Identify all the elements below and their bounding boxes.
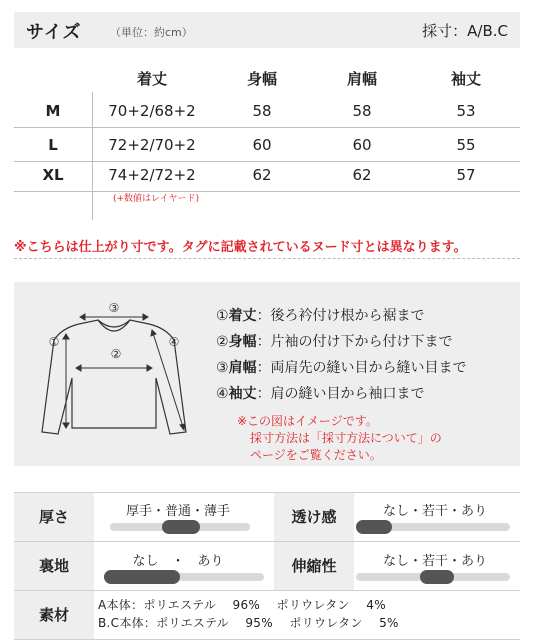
legend-item bbox=[216, 357, 467, 377]
table-cell: 62 bbox=[352, 166, 372, 184]
legend-term: 肩幅 bbox=[228, 360, 257, 376]
table-cell: 60 bbox=[352, 136, 372, 154]
size-label: XL bbox=[42, 166, 64, 184]
legend-term: 身幅 bbox=[228, 334, 257, 350]
size-label: M bbox=[45, 102, 61, 120]
table-row bbox=[14, 94, 520, 128]
diagram-note: 採寸方法は「採寸方法について」の bbox=[250, 431, 442, 445]
marker-1: ① bbox=[48, 335, 60, 349]
transparency-label: 透け感 bbox=[274, 493, 354, 541]
table-cell: 58 bbox=[352, 102, 372, 120]
table-cell: 74+2/72+2 bbox=[108, 166, 196, 184]
table-cell: 72+2/70+2 bbox=[108, 136, 196, 154]
stretch-options: なし・若干・あり bbox=[382, 554, 487, 569]
legend-num: ① bbox=[216, 308, 229, 324]
legend-term: 袖丈 bbox=[228, 386, 257, 402]
measure-method: 採寸：A/B.C bbox=[422, 22, 508, 40]
table-row bbox=[14, 158, 520, 192]
col-header: 身幅 bbox=[246, 70, 277, 88]
table-cell: 62 bbox=[252, 166, 272, 184]
size-header-bar bbox=[14, 12, 520, 48]
table-cell: 60 bbox=[252, 136, 272, 154]
table-cell: 70+2/68+2 bbox=[108, 102, 196, 120]
table-row bbox=[14, 128, 520, 162]
legend-desc: ：後ろ衿付け根から裾まで bbox=[256, 308, 425, 324]
transparency-indicator bbox=[356, 520, 392, 534]
marker-3: ③ bbox=[108, 301, 120, 315]
legend-num: ③ bbox=[216, 360, 229, 376]
stretch-indicator bbox=[420, 570, 454, 584]
col-header: 着丈 bbox=[136, 70, 167, 88]
legend-item bbox=[216, 305, 425, 325]
size-label: L bbox=[48, 136, 58, 154]
material-line: B.C本体：ポリエステル 95% ポリウレタン 5% bbox=[98, 616, 399, 630]
material-line: A本体：ポリエステル 96% ポリウレタン 4% bbox=[98, 598, 386, 612]
finished-size-warning: ※こちらは仕上がり寸です。タグに記載されているヌード寸とは異なります。 bbox=[14, 240, 467, 255]
table-header-row bbox=[14, 62, 520, 96]
col-header: 肩幅 bbox=[346, 70, 377, 88]
size-title: サイズ bbox=[26, 22, 82, 43]
legend-num: ② bbox=[216, 334, 229, 350]
diagram-note: ページをご覧ください。 bbox=[250, 448, 382, 462]
dashed-divider bbox=[14, 258, 520, 259]
unit-label: （単位：約cm） bbox=[110, 26, 193, 39]
table-cell: 55 bbox=[456, 136, 476, 154]
lining-label: 裏地 bbox=[14, 542, 94, 590]
marker-2: ② bbox=[110, 347, 122, 361]
legend-desc: ：両肩先の縫い目から縫い目まで bbox=[256, 360, 467, 376]
stretch-label: 伸縮性 bbox=[274, 542, 354, 590]
material-label: 素材 bbox=[14, 591, 94, 639]
table-cell: 53 bbox=[456, 102, 476, 120]
table-cell: 57 bbox=[456, 166, 476, 184]
diagram-note: ※この図はイメージです。 bbox=[237, 414, 378, 428]
legend-item bbox=[216, 383, 425, 403]
lining-options: なし ・ あり bbox=[132, 554, 224, 569]
layered-note: (+数値はレイヤード) bbox=[113, 194, 200, 204]
shirt-diagram bbox=[14, 282, 214, 466]
thickness-label: 厚さ bbox=[14, 493, 94, 541]
transparency-options: なし・若干・あり bbox=[382, 504, 487, 519]
legend-desc: ：片袖の付け下から付け下まで bbox=[256, 334, 453, 350]
table-divider bbox=[92, 92, 93, 220]
table-cell: 58 bbox=[252, 102, 272, 120]
col-header: 袖丈 bbox=[450, 70, 481, 88]
legend-desc: ：肩の縫い目から袖口まで bbox=[256, 386, 425, 402]
marker-4: ④ bbox=[168, 335, 180, 349]
lining-indicator bbox=[104, 570, 180, 584]
thickness-indicator bbox=[162, 520, 200, 534]
legend-term: 着丈 bbox=[228, 308, 257, 324]
thickness-options: 厚手・普通・薄手 bbox=[125, 504, 230, 519]
legend-item bbox=[216, 331, 453, 351]
legend-num: ④ bbox=[216, 386, 229, 402]
